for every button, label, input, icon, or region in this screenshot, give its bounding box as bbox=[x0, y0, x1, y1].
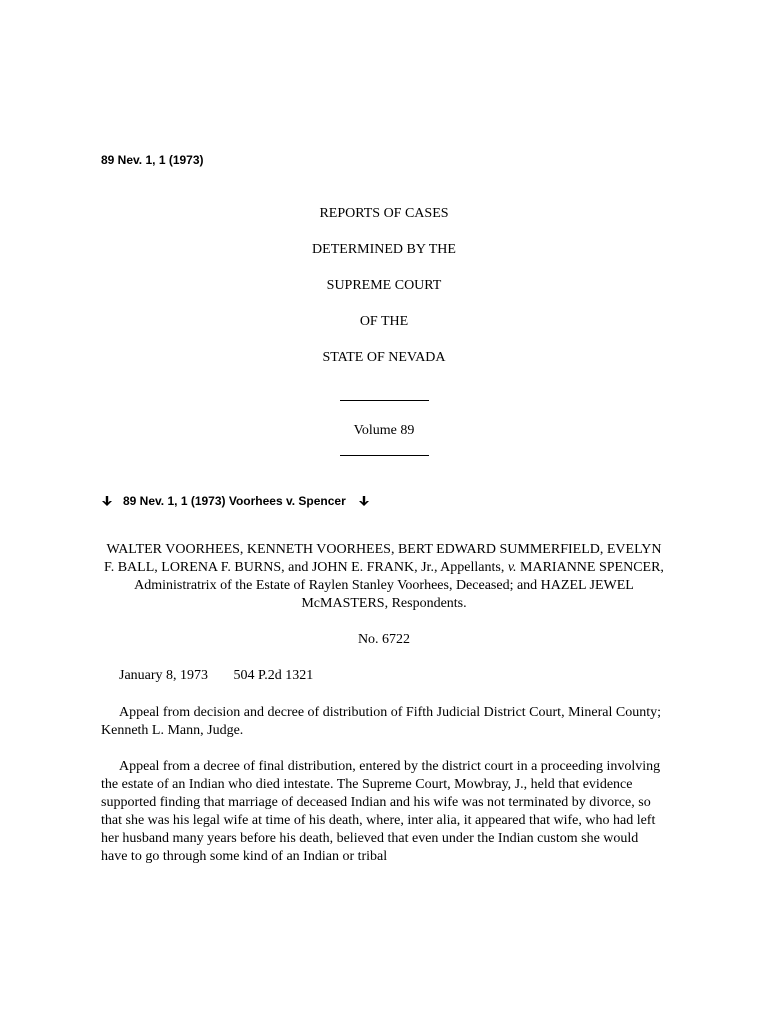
down-arrow-icon[interactable] bbox=[101, 495, 113, 507]
docket-number: No. 6722 bbox=[357, 632, 411, 647]
reporter-citation: 504 P.2d 1321 bbox=[233, 668, 314, 683]
decision-dateline bbox=[119, 668, 313, 684]
divider-rule-bottom bbox=[340, 455, 429, 456]
appeal-paragraph: Appeal from decision and decree of distribution of Fifth Judicial District Court, Mineral County; Kenneth L. Mann, Judge. bbox=[101, 705, 662, 738]
header-line-of-the: OF THE bbox=[359, 314, 409, 329]
header-line-determined: DETERMINED BY THE bbox=[312, 242, 456, 257]
respondents-text: MARIANNE SPENCER, Administratrix of the Estate of Raylen Stanley Voorhees, Deceased; and HAZEL JEWEL McMASTERS, Respondents. bbox=[134, 560, 664, 611]
case-parties bbox=[101, 541, 667, 613]
appellants-text: WALTER VOORHEES, KENNETH VOORHEES, BERT EDWARD SUMMERFIELD, EVELYN F. BALL, LORENA F. BURNS, and JOHN E. FRANK, Jr., Appellants, bbox=[104, 542, 662, 575]
versus-text: v. bbox=[507, 560, 517, 575]
case-heading bbox=[101, 494, 370, 508]
decision-date: January 8, 1973 bbox=[119, 668, 209, 683]
divider-rule-top bbox=[340, 400, 429, 401]
header-line-supreme-court: SUPREME COURT bbox=[326, 278, 442, 293]
header-line-state: STATE OF NEVADA bbox=[322, 350, 446, 365]
header-line-reports: REPORTS OF CASES bbox=[319, 206, 449, 221]
down-arrow-icon[interactable] bbox=[358, 495, 370, 507]
page-citation: 89 Nev. 1, 1 (1973) bbox=[101, 153, 204, 167]
summary-paragraph: Appeal from a decree of final distribution, entered by the district court in a proceeding involving the estate of an Indian who died intestate. The Supreme Court, Mowbray, J., held that evidence supported finding that marriage of deceased Indian and his wife was not terminated by divorce, so that she was his legal wife at time of his death, where, inter alia, it appeared that wife, who had left her husband many years before his death, believed that even under the Indian custom she would have to go through some kind of an Indian or tribal bbox=[101, 759, 661, 864]
case-heading-title: 89 Nev. 1, 1 (1973) Voorhees v. Spencer bbox=[123, 494, 346, 508]
volume-label: Volume 89 bbox=[353, 423, 415, 438]
